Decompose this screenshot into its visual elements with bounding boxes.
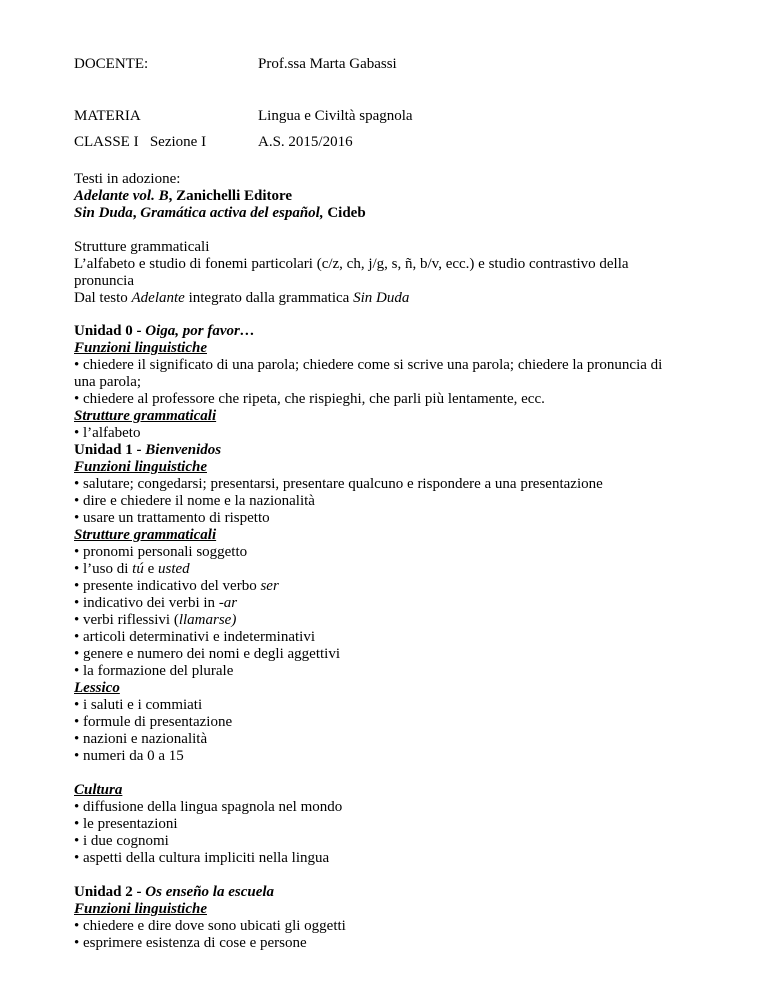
- textbook-2: Sin Duda, Gramática activa del español, Cideb: [74, 205, 366, 221]
- list-item: • chiedere e dire dove sono ubicati gli oggetti: [74, 918, 346, 934]
- unit-2-title: Unidad 2 - Os enseño la escuela: [74, 884, 275, 900]
- list-item: • dire e chiedere il nome e la nazionalità: [74, 493, 315, 509]
- list-item: • pronomi personali soggetto: [74, 544, 248, 560]
- list-item: • nazioni e nazionalità: [74, 731, 208, 747]
- list-item: • articoli determinativi e indeterminativi: [74, 629, 316, 645]
- grammar-heading: Strutture grammaticali: [74, 239, 210, 255]
- unit-1-funzioni-heading: Funzioni linguistiche: [74, 459, 207, 475]
- grammar-line-2: pronuncia: [74, 273, 134, 289]
- grammar-line-1: L’alfabeto e studio di fonemi particolari (c/z, ch, j/g, s, ñ, b/v, ecc.) e studio contrastivo della: [74, 256, 629, 272]
- list-item: una parola;: [74, 374, 142, 390]
- docente-label: DOCENTE:: [74, 56, 149, 72]
- classe-value: A.S. 2015/2016: [258, 134, 353, 150]
- book2-subtitle: Gramática activa del español,: [140, 205, 324, 221]
- unit-1-cultura-heading: Cultura: [74, 782, 123, 798]
- list-item: • la formazione del plurale: [74, 663, 234, 679]
- grammar-line-3: Dal testo Adelante integrato dalla grammatica Sin Duda: [74, 290, 410, 306]
- list-item: • esprimere esistenza di cose e persone: [74, 935, 307, 951]
- book1-publisher: , Zanichelli Editore: [168, 188, 293, 204]
- list-item: • l’uso di tú e usted: [74, 561, 190, 577]
- list-item: • salutare; congedarsi; presentarsi, presentare qualcuno e rispondere a una presentazione: [74, 476, 603, 492]
- unit-0-funzioni-heading: Funzioni linguistiche: [74, 340, 207, 356]
- list-item: • aspetti della cultura impliciti nella lingua: [74, 850, 330, 866]
- list-item: • numeri da 0 a 15: [74, 748, 184, 764]
- unit-1-lessico-heading: Lessico: [74, 680, 120, 696]
- textbook-1: [74, 188, 704, 205]
- materia-value: Lingua e Civiltà spagnola: [258, 108, 413, 124]
- list-item: • chiedere il significato di una parola; chiedere come si scrive una parola; chiedere la pronuncia di: [74, 357, 663, 373]
- list-item: • verbi riflessivi (llamarse): [74, 612, 237, 628]
- list-item: • l’alfabeto: [74, 425, 141, 441]
- unit-1-strutture-heading: Strutture grammaticali: [74, 527, 217, 543]
- textbooks-block: [74, 171, 704, 222]
- book1-title: Adelante vol. B: [74, 188, 169, 204]
- list-item: • le presentazioni: [74, 816, 178, 832]
- materia-label: MATERIA: [74, 108, 141, 124]
- docente-value: Prof.ssa Marta Gabassi: [258, 56, 397, 72]
- list-item: • presente indicativo del verbo ser: [74, 578, 279, 594]
- list-item: • indicativo dei verbi in -ar: [74, 595, 238, 611]
- list-item: • genere e numero dei nomi e degli aggettivi: [74, 646, 340, 662]
- unit-0-title: Unidad 0 - Oiga, por favor…: [74, 323, 255, 339]
- unit-2-funzioni-heading: Funzioni linguistiche: [74, 901, 207, 917]
- classe-label: CLASSE I Sezione I: [74, 134, 207, 150]
- list-item: • chiedere al professore che ripeta, che rispieghi, che parli più lentamente, ecc.: [74, 391, 545, 407]
- book2-publisher: Cideb: [323, 205, 366, 221]
- list-item: • i saluti e i commiati: [74, 697, 203, 713]
- list-item: • formule di presentazione: [74, 714, 233, 730]
- units-block: [74, 323, 704, 952]
- list-item: • diffusione della lingua spagnola nel mondo: [74, 799, 343, 815]
- unit-0-strutture-heading: Strutture grammaticali: [74, 408, 217, 424]
- textbooks-intro: Testi in adozione:: [74, 171, 181, 187]
- list-item: • i due cognomi: [74, 833, 169, 849]
- unit-1-title: Unidad 1 - Bienvenidos: [74, 442, 222, 458]
- book2-title: Sin Duda: [74, 205, 133, 221]
- list-item: • usare un trattamento di rispetto: [74, 510, 270, 526]
- grammar-intro-block: [74, 239, 704, 307]
